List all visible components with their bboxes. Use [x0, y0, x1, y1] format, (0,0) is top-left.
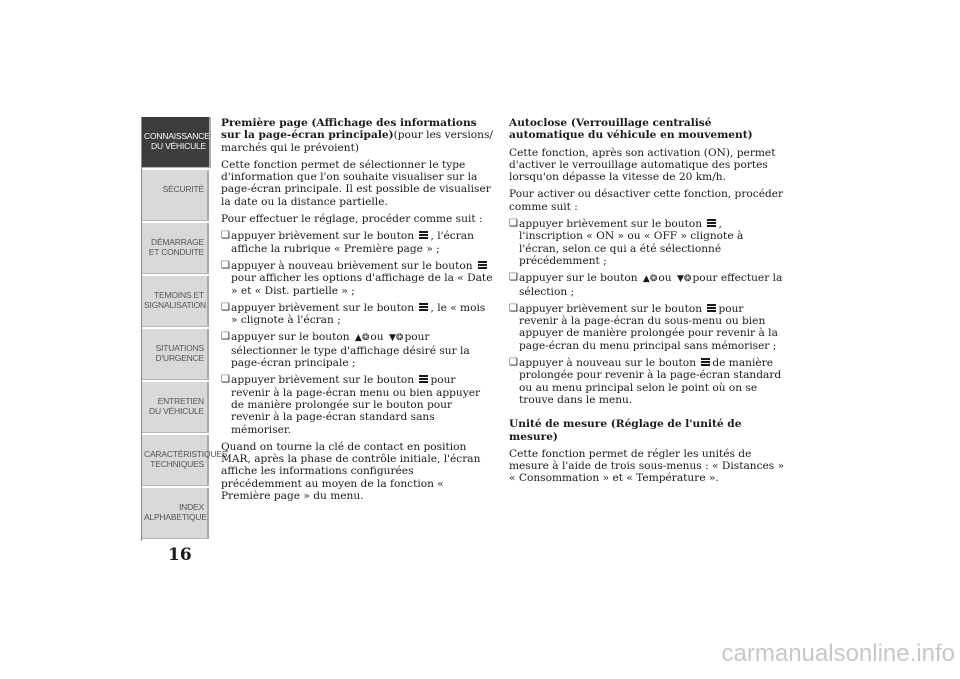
checkbox-bullet-icon: ❑: [509, 357, 518, 369]
list-item: ❑ appuyer sur le bouton ▲❂ou ▼❂pour sélectionner le type d'affichage désiré sur la page-écran principale ;: [221, 331, 470, 370]
section-heading-unite-mesure: Unité de mesure (Réglage de l'unité de mesure): [509, 418, 742, 443]
paragraph-steps-intro: Pour activer ou désactiver cette fonction, procéder comme suit :: [509, 188, 784, 213]
paragraph-outro: Quand on tourne la clé de contact en position MAR, après la phase de contrôle initiale, l'écran affiche les informations configurées précédemment au moyen de la fonction « Première page » du menu.: [221, 440, 481, 503]
watermark-text: carmanualsonline.info: [721, 640, 955, 667]
up-arrow-button-icon: ▲❂: [642, 274, 658, 285]
chapter-sidebar: [141, 117, 228, 541]
checkbox-bullet-icon: ❑: [509, 302, 518, 314]
list-item: ❑ appuyer sur le bouton ▲❂ou ▼❂pour effectuer la sélection ;: [509, 272, 783, 298]
tab-temoins-signalisation[interactable]: TEMOINS ET SIGNALISATION: [142, 276, 209, 327]
list-item: ❑ appuyer brièvement sur le bouton , l'écran affiche la rubrique « Première page » ;: [221, 230, 474, 255]
tab-entretien-vehicule[interactable]: ENTRETIEN DU VÉHICULE: [142, 382, 209, 433]
list-item: ❑ appuyer brièvement sur le bouton , l'inscription « ON » ou « OFF » clignote à l'écran, selon ce qui a été sélectionné précédemment ;: [509, 218, 744, 267]
checkbox-bullet-icon: ❑: [221, 374, 230, 386]
list-item: ❑ appuyer brièvement sur le bouton pour revenir à la page-écran du sous-menu ou bien appuyer de manière prolongée pour revenir à la page-écran du menu principal sans mémoriser ;: [509, 302, 778, 352]
set-button-icon: [701, 357, 710, 367]
checkbox-bullet-icon: ❑: [509, 272, 518, 284]
set-button-icon: [419, 302, 428, 312]
checkbox-bullet-icon: ❑: [221, 259, 230, 271]
set-button-icon: [707, 303, 716, 313]
up-arrow-button-icon: ▲❂: [354, 333, 370, 344]
set-button-icon: [478, 260, 487, 270]
section-heading-autoclose: Autoclose (Verrouillage centralisé automatique du véhicule en mouvement): [509, 117, 753, 142]
set-button-icon: [419, 230, 428, 240]
tab-connaissance-vehicule[interactable]: CONNAISSANCE DU VÉHICULE: [142, 117, 211, 168]
checkbox-bullet-icon: ❑: [221, 331, 230, 343]
paragraph-intro: Cette fonction permet de sélectionner le type d'information que l'on souhaite visualiser sur la page-écran principale. Il est possible de visualiser la date ou la distance partielle.: [221, 158, 491, 208]
down-arrow-button-icon: ▼❂: [388, 333, 404, 344]
left-column: [221, 117, 493, 507]
tab-situations-urgence[interactable]: SITUATIONS D'URGENCE: [142, 329, 209, 380]
checkbox-bullet-icon: ❑: [221, 301, 230, 313]
tab-securite[interactable]: SÉCURITÉ: [142, 170, 209, 221]
section-heading-premiere-page: Première page (Affichage des informations sur la page-écran principale)(pour les versions/ marchés qui le prévoient): [221, 117, 493, 154]
down-arrow-button-icon: ▼❂: [676, 274, 692, 285]
paragraph-intro: Cette fonction, après son activation (ON), permet d'activer le verrouillage automatique des portes lorsqu'on dépasse la vitesse de 20 km/h.: [509, 146, 776, 184]
tab-caracteristiques-techniques[interactable]: CARACTÉRISTIQUES TECHNIQUES: [142, 435, 209, 486]
set-button-icon: [419, 374, 428, 384]
tab-demarrage-conduite[interactable]: DÉMARRAGE ET CONDUITE: [142, 223, 209, 274]
list-item: ❑ appuyer à nouveau brièvement sur le bouton pour afficher les options d'affichage de la « Date » et « Dist. partielle » ;: [221, 259, 493, 297]
list-item: ❑ appuyer brièvement sur le bouton , le « mois » clignote à l'écran ;: [221, 301, 486, 327]
paragraph-outro: Cette fonction permet de régler les unités de mesure à l'aide de trois sous-menus : « Distances » « Consommation » et « Température ».: [509, 447, 785, 485]
paragraph-steps-intro: Pour effectuer le réglage, procéder comme suit :: [221, 213, 483, 226]
list-item: ❑ appuyer brièvement sur le bouton pour revenir à la page-écran menu ou bien appuyer de manière prolongée sur le bouton pour revenir à la page-écran standard sans mémoriser.: [221, 374, 481, 436]
checkbox-bullet-icon: ❑: [221, 230, 230, 242]
list-item: ❑ appuyer à nouveau sur le bouton de manière prolongée pour revenir à la page-écran standard ou au menu principal selon le point où on se trouve dans le menu.: [509, 357, 782, 406]
checkbox-bullet-icon: ❑: [509, 218, 518, 230]
tab-index-alphabetique[interactable]: INDEX ALPHABETIQUE: [142, 488, 209, 539]
right-column: [509, 117, 785, 490]
page-number: 16: [168, 545, 192, 565]
set-button-icon: [707, 218, 716, 228]
